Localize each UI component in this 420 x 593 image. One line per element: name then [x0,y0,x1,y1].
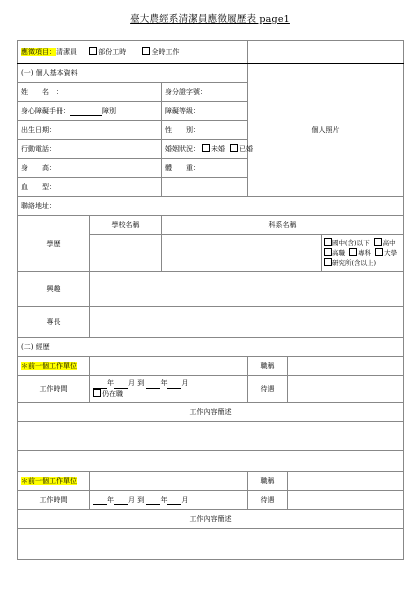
weight-field[interactable]: 體 重： [162,159,248,178]
exp1-title-label: 職稱 [248,357,288,376]
full-time-checkbox[interactable] [142,47,150,55]
blood-blank [162,178,248,197]
name-field[interactable]: 姓 名 ： [18,83,162,102]
vocational-checkbox[interactable] [324,248,332,256]
single-label: 未婚 [211,145,225,153]
exp1-pay-label: 待遇 [248,376,288,403]
graduate-label: 研究所(含以上) [332,259,377,267]
skills-label: 專長 [18,307,90,338]
exp2-unit-cell [18,472,90,491]
exp-spacer [18,451,404,472]
blood-field[interactable]: 血 型： [18,178,162,197]
married-checkbox[interactable] [230,144,238,152]
college-checkbox[interactable] [349,248,357,256]
interests-label: 興趣 [18,272,90,307]
exp2-pay-label: 待遇 [248,491,288,510]
senior-checkbox[interactable] [374,238,382,246]
disability-card-field[interactable] [18,102,162,121]
exp1-period-input[interactable] [90,376,248,403]
exp1-title-input[interactable] [288,357,404,376]
gender-field[interactable]: 性 別： [162,121,248,140]
photo-label: 個人照片 [311,126,340,134]
part-time-checkbox[interactable] [89,47,97,55]
dept-input[interactable] [162,235,322,272]
junior-label: 國中(含)以下 [332,239,370,247]
photo-box[interactable] [248,64,404,197]
exp2-to-label: 到 [137,496,145,504]
vocational-label: 高職 [332,249,345,257]
disability-type-label: 障別 [102,107,116,115]
exp1-month2-label: 月 [181,379,189,387]
section1-title: (一) 個人基本資料 [18,64,248,83]
education-levels [322,235,404,272]
exp2-desc-input[interactable] [18,529,404,560]
disability-blank [70,115,102,116]
college-label: 專科 [358,249,372,257]
section2-title: (二) 經歷 [18,338,404,357]
exp2-pay-input[interactable] [288,491,404,510]
education-label: 學歷 [18,216,90,272]
skills-input[interactable] [90,307,404,338]
phone-field[interactable]: 行動電話： [18,140,162,159]
apply-job: 清潔員 [56,48,77,56]
junior-checkbox[interactable] [324,238,332,246]
exp2-desc-label: 工作內容簡述 [18,510,404,529]
birth-field[interactable]: 出生日期： [18,121,162,140]
disability-level-field[interactable]: 障礙等級： [162,102,248,121]
exp1-period-label: 工作時間 [18,376,90,403]
exp1-to-label: 到 [137,379,145,387]
apply-label: 應徵項目： [21,48,56,56]
exp1-still-label: 仍在職 [102,390,123,398]
apply-row [18,41,248,64]
full-time-label: 全時工作 [151,48,180,56]
exp1-year2-label: 年 [160,379,168,387]
exp1-year-label: 年 [107,379,114,387]
exp1-still-checkbox[interactable] [93,389,101,397]
apply-blank [248,41,404,64]
part-time-label: 部份工時 [98,48,127,56]
exp2-period-label: 工作時間 [18,491,90,510]
exp2-month-label: 月 [128,496,135,504]
marital-field[interactable] [162,140,253,159]
resume-form [17,40,404,560]
marital-label: 婚姻狀況： [165,145,200,153]
school-input[interactable] [90,235,162,272]
disability-card-label: 身心障礙手冊： [21,107,70,115]
page-title: 臺大農經系清潔員應徵履歷表 page1 [130,14,290,25]
dept-header: 科系名稱 [162,216,404,235]
height-field[interactable]: 身 高： [18,159,162,178]
exp2-unit-label: ＊前一個工作單位 [21,477,77,485]
graduate-checkbox[interactable] [324,258,332,266]
exp2-month2-label: 月 [181,496,189,504]
exp1-desc-input[interactable] [18,422,404,451]
university-label: 大學 [384,249,398,257]
university-checkbox[interactable] [375,248,383,256]
exp2-unit-input[interactable] [90,472,248,491]
married-label: 已婚 [239,145,253,153]
exp1-unit-cell [18,357,90,376]
school-header: 學校名稱 [90,216,162,235]
senior-label: 高中 [382,239,396,247]
exp1-month-label: 月 [128,379,135,387]
address-field[interactable]: 聯絡地址： [18,197,404,216]
exp1-desc-label: 工作內容簡述 [18,403,404,422]
exp1-pay-input[interactable] [288,376,404,403]
id-field[interactable]: 身分證字號： [162,83,248,102]
exp2-period-input[interactable] [90,491,248,510]
exp2-title-label: 職稱 [248,472,288,491]
exp2-title-input[interactable] [288,472,404,491]
exp1-unit-input[interactable] [90,357,248,376]
exp2-year2-label: 年 [160,496,168,504]
single-checkbox[interactable] [202,144,210,152]
exp2-year-label: 年 [107,496,114,504]
interests-input[interactable] [90,272,404,307]
exp1-unit-label: ＊前一個工作單位 [21,362,77,370]
